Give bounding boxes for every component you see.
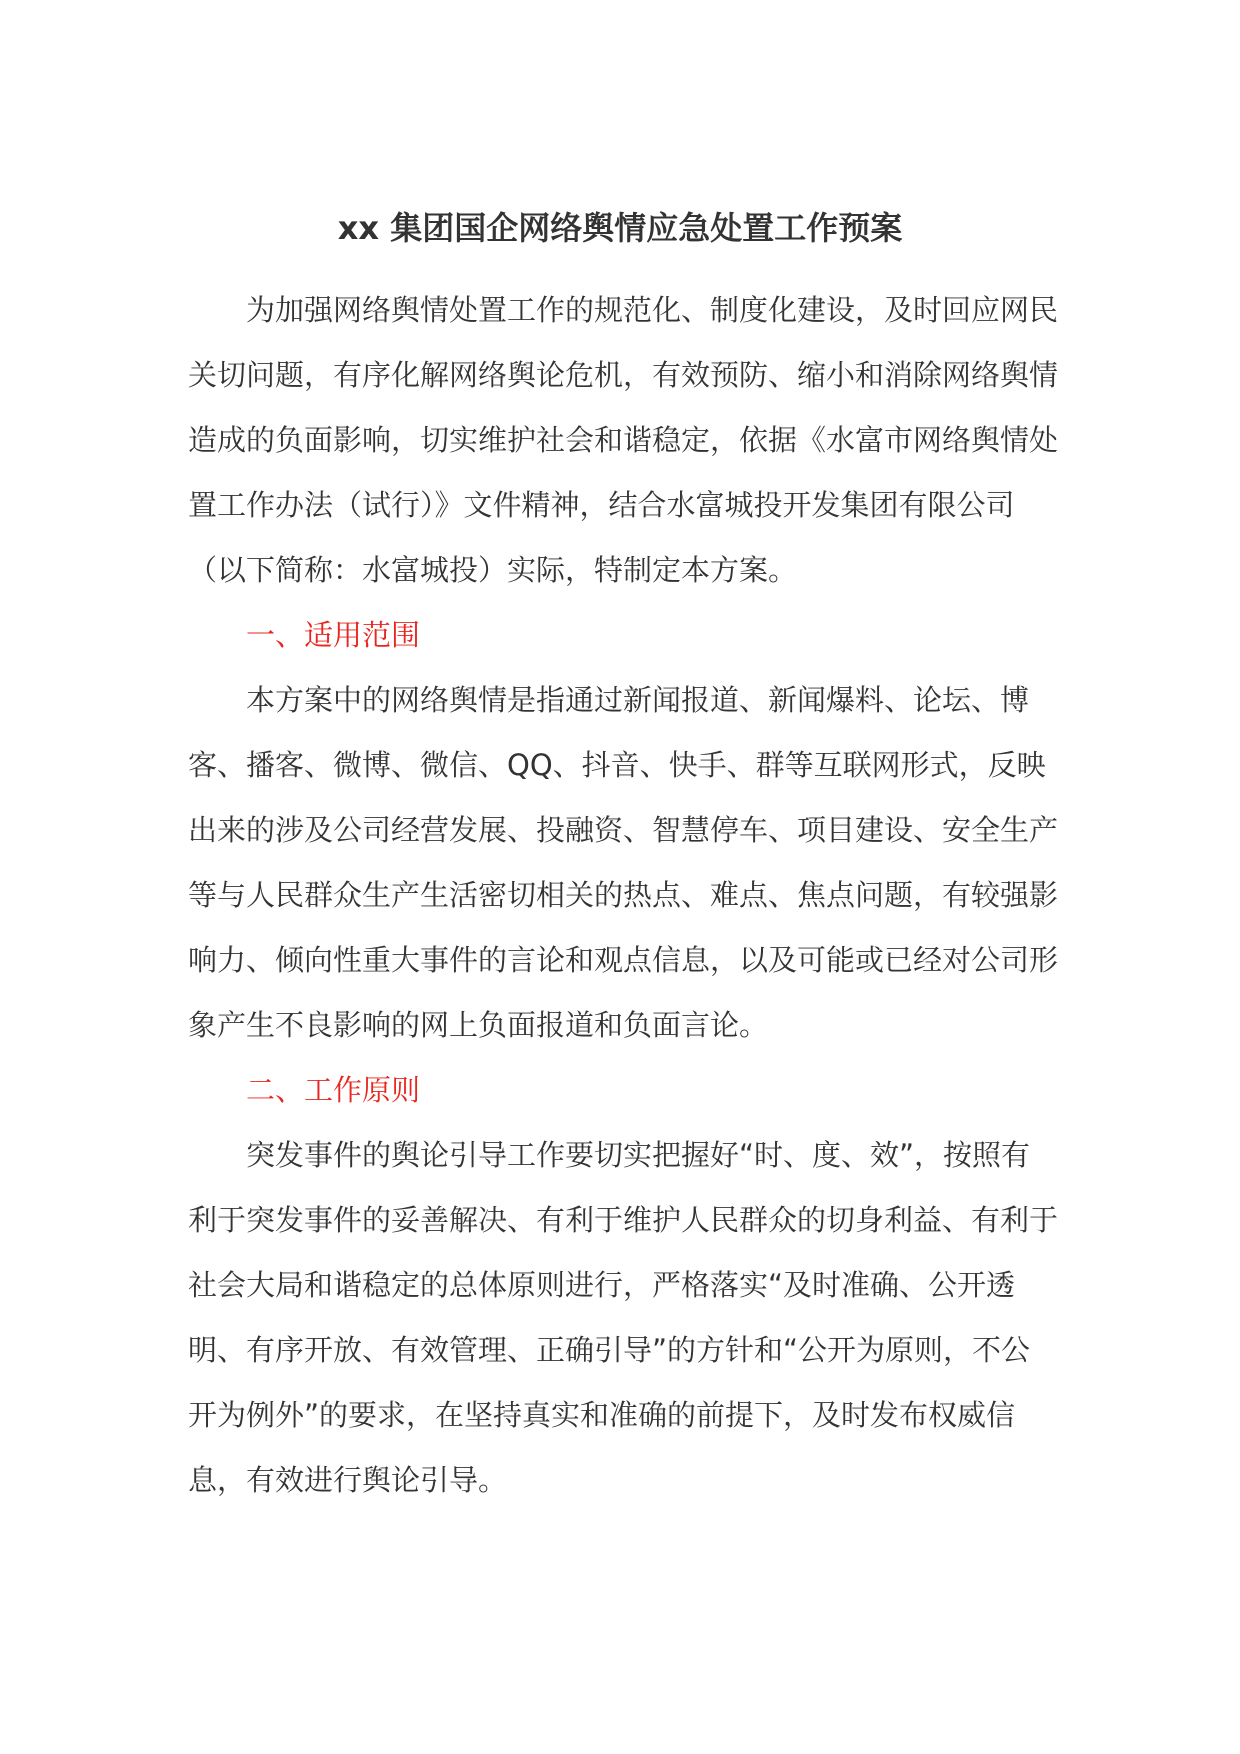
document-body	[188, 278, 1058, 1513]
section-heading-principles: 二、工作原则	[246, 1073, 421, 1107]
section-paragraph-principles: 突发事件的舆论引导工作要切实把握好“时、度、效”，按照有利于突发事件的妥善解决、有利于维护人民群众的切身利益、有利于社会大局和谐稳定的总体原则进行，严格落实“及时准确、公开透明、有序开放、有效管理、正确引导”的方针和“公开为原则，不公开为例外”的要求，在坚持真实和准确的前提下，及时发布权威信息，有效进行舆论引导。	[188, 1138, 1059, 1497]
section-heading-scope: 一、适用范围	[246, 618, 421, 652]
document-title: xx 集团国企网络舆情应急处置工作预案	[337, 209, 903, 247]
section-paragraph-scope: 本方案中的网络舆情是指通过新闻报道、新闻爆料、论坛、博客、播客、微博、微信、QQ、抖音、快手、群等互联网形式，反映出来的涉及公司经营发展、投融资、智慧停车、项目建设、安全生产等与人民群众生产生活密切相关的热点、难点、焦点问题，有较强影响力、倾向性重大事件的言论和观点信息，以及可能或已经对公司形象产生不良影响的网上负面报道和负面言论。	[188, 683, 1059, 1042]
intro-paragraph: 为加强网络舆情处置工作的规范化、制度化建设，及时回应网民关切问题，有序化解网络舆论危机，有效预防、缩小和消除网络舆情造成的负面影响，切实维护社会和谐稳定，依据《水富市网络舆情处置工作办法（试行）》文件精神，结合水富城投开发集团有限公司（以下简称：水富城投）实际，特制定本方案。	[188, 293, 1059, 587]
